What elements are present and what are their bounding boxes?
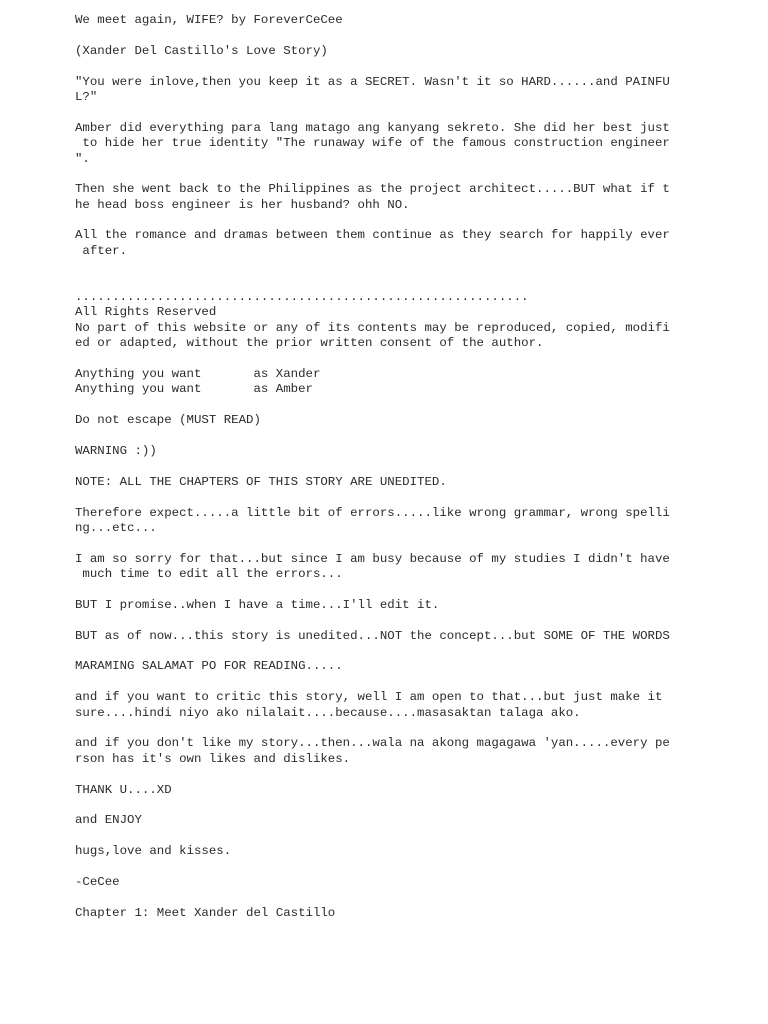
text-line: L?" bbox=[75, 89, 98, 104]
copyright-notice bbox=[75, 321, 755, 352]
sorry-paragraph bbox=[75, 552, 755, 583]
spacer bbox=[75, 213, 755, 228]
spacer bbox=[75, 536, 755, 551]
warning: WARNING :)) bbox=[75, 443, 157, 458]
document-page bbox=[75, 13, 755, 921]
critic-paragraph bbox=[75, 690, 755, 721]
text-line: ng...etc... bbox=[75, 520, 157, 535]
signature: -CeCee bbox=[75, 874, 120, 889]
spacer bbox=[75, 644, 755, 659]
as-of-now: BUT as of now...this story is unedited...NOT the concept...but SOME OF THE WORDS bbox=[75, 628, 670, 643]
text-line: he head boss engineer is her husband? ohh NO. bbox=[75, 197, 410, 212]
promise: BUT I promise..when I have a time...I'll edit it. bbox=[75, 597, 440, 612]
hugs: hugs,love and kisses. bbox=[75, 844, 232, 859]
text-line: rson has it's own likes and dislikes. bbox=[75, 751, 351, 766]
spacer bbox=[75, 459, 755, 474]
story-title-line: We meet again, WIFE? by ForeverCeCee bbox=[75, 13, 343, 27]
chapter-heading: Chapter 1: Meet Xander del Castillo bbox=[75, 905, 336, 920]
do-not-escape: Do not escape (MUST READ) bbox=[75, 413, 261, 428]
text-line: sure....hindi niyo ako nilalait....because....masasaktan talaga ako. bbox=[75, 705, 581, 720]
spacer bbox=[75, 675, 755, 690]
salamat: MARAMING SALAMAT PO FOR READING..... bbox=[75, 659, 343, 674]
amber-paragraph bbox=[75, 121, 755, 167]
dots-divider: ............................................................. bbox=[75, 290, 529, 305]
text-line: I am so sorry for that...but since I am busy because of my studies I didn't have bbox=[75, 551, 670, 566]
spacer bbox=[75, 829, 755, 844]
spacer bbox=[75, 59, 755, 74]
spacer bbox=[75, 398, 755, 413]
text-line: No part of this website or any of its contents may be reproduced, copied, modifi bbox=[75, 320, 670, 335]
text-line: and if you don't like my story...then...wala na akong magagawa 'yan.....every pe bbox=[75, 736, 670, 751]
spacer bbox=[75, 490, 755, 505]
text-line: ". bbox=[75, 151, 90, 166]
spacer bbox=[75, 721, 755, 736]
text-line: ed or adapted, without the prior written consent of the author. bbox=[75, 336, 544, 351]
spacer bbox=[75, 890, 755, 905]
cast-item: Anything you want as Xander bbox=[75, 367, 321, 381]
text-line: Amber did everything para lang matago ang kanyang sekreto. She did her best just bbox=[75, 120, 670, 135]
cast-item: Anything you want as Amber bbox=[75, 382, 313, 397]
text-line: "You were inlove,then you keep it as a SECRET. Wasn't it so HARD......and PAINFU bbox=[75, 74, 670, 89]
text-line: Then she went back to the Philippines as the project architect.....BUT what if t bbox=[75, 182, 670, 197]
cast-list bbox=[75, 367, 755, 398]
text-line: All the romance and dramas between them continue as they search for happily ever bbox=[75, 228, 670, 243]
text-line: Therefore expect.....a little bit of errors.....like wrong grammar, wrong spelli bbox=[75, 505, 670, 520]
thank-you: THANK U....XD bbox=[75, 782, 172, 797]
expect-paragraph bbox=[75, 506, 755, 537]
spacer bbox=[75, 259, 755, 290]
text-line: much time to edit all the errors... bbox=[75, 567, 343, 582]
spacer bbox=[75, 105, 755, 120]
spacer bbox=[75, 28, 755, 43]
text-line: to hide her true identity "The runaway wife of the famous construction engineer bbox=[75, 136, 670, 151]
philippines-paragraph bbox=[75, 182, 755, 213]
spacer bbox=[75, 167, 755, 182]
enjoy: and ENJOY bbox=[75, 813, 142, 828]
spacer bbox=[75, 860, 755, 875]
spacer bbox=[75, 429, 755, 444]
rights-reserved: All Rights Reserved bbox=[75, 305, 217, 320]
note: NOTE: ALL THE CHAPTERS OF THIS STORY ARE UNEDITED. bbox=[75, 474, 447, 489]
blurb-paragraph bbox=[75, 75, 755, 106]
spacer bbox=[75, 352, 755, 367]
romance-paragraph bbox=[75, 228, 755, 259]
story-subtitle-line: (Xander Del Castillo's Love Story) bbox=[75, 43, 328, 58]
text-line: and if you want to critic this story, well I am open to that...but just make it bbox=[75, 690, 663, 705]
dislike-paragraph bbox=[75, 736, 755, 767]
spacer bbox=[75, 582, 755, 597]
text-line: after. bbox=[75, 243, 128, 258]
spacer bbox=[75, 613, 755, 628]
spacer bbox=[75, 798, 755, 813]
spacer bbox=[75, 767, 755, 782]
